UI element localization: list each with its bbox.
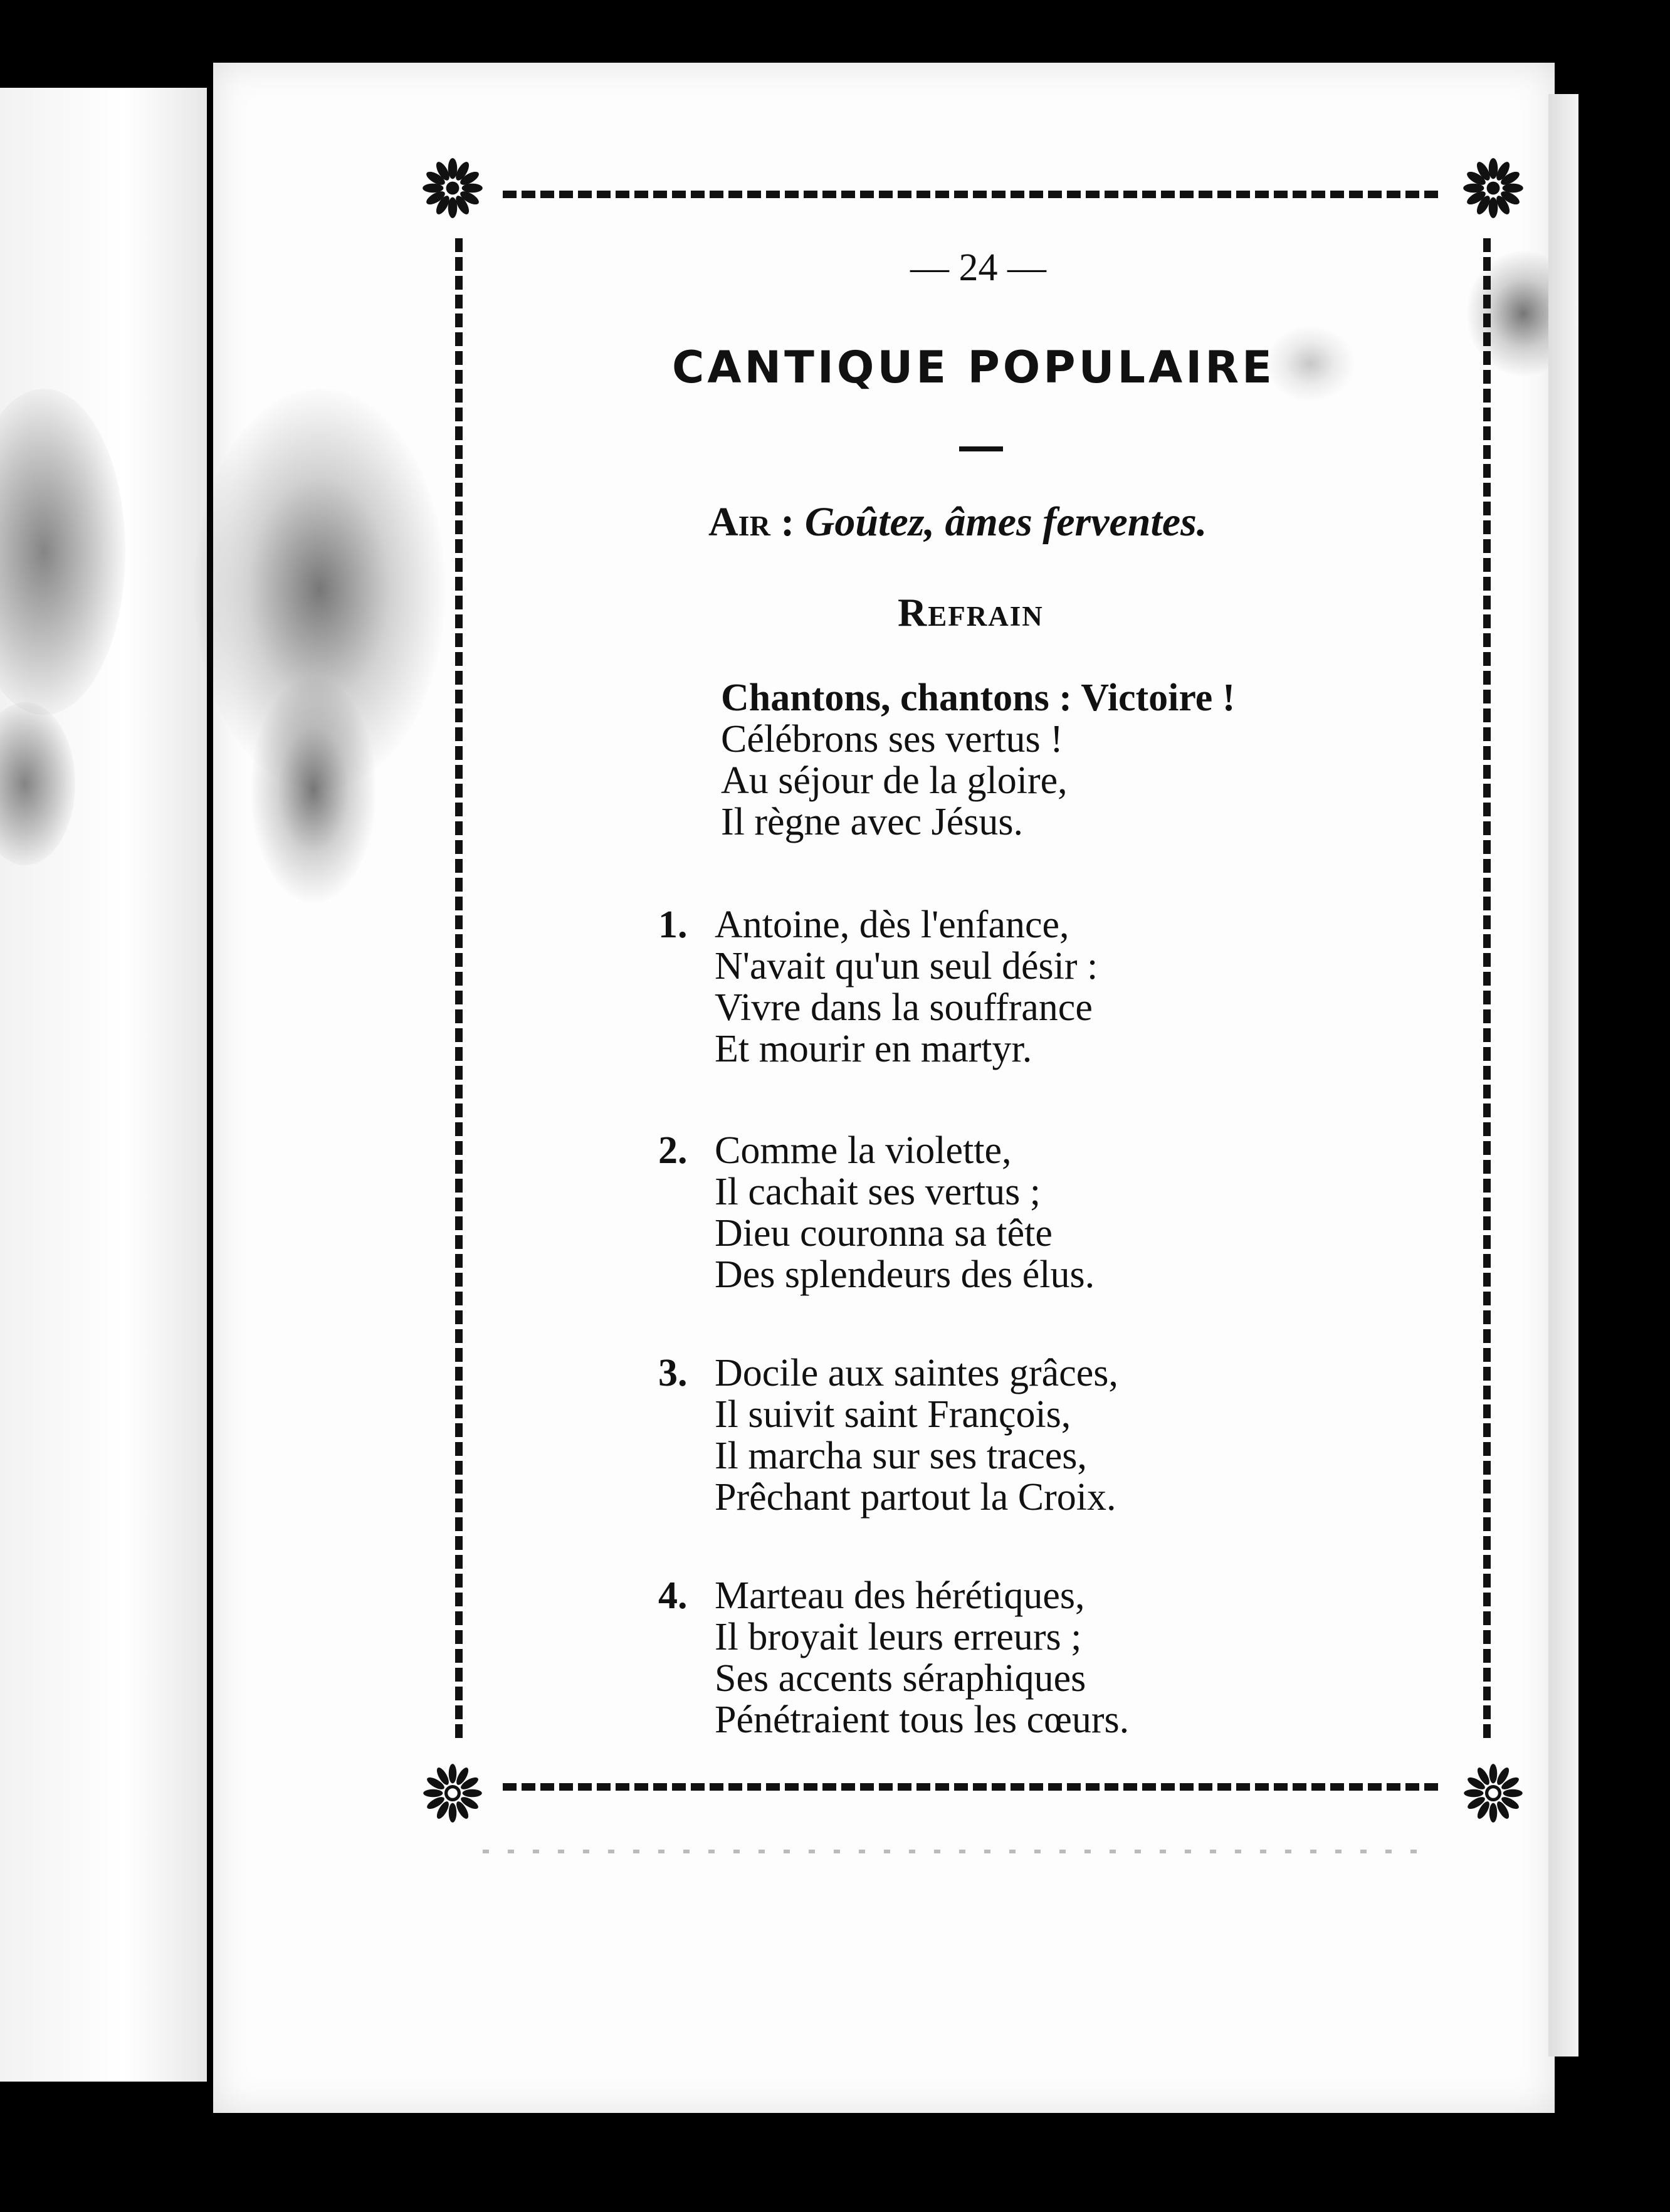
previous-page-edge [0,88,207,2082]
stanza-number: 3. [658,1352,688,1394]
verse-line: Marteau des hérétiques, [715,1574,1085,1617]
faint-print-through [483,1850,1436,1853]
border-bottom [503,1783,1443,1791]
next-page-edge [1548,94,1578,2057]
stanza-number: 4. [658,1574,688,1617]
rosette-icon [420,1761,485,1826]
rosette-icon [420,155,485,221]
refrain-heading: Refrain [898,590,1044,635]
verse-line: Au séjour de la gloire, [721,759,1068,802]
ink-stain [0,702,75,865]
rosette-icon [1461,155,1526,221]
rosette-icon [1461,1761,1526,1826]
border-left [455,238,463,1743]
verse-line: Comme la violette, [715,1129,1012,1172]
border-right [1483,238,1491,1743]
stanza-number: 2. [658,1129,688,1172]
verse-line: Célébrons ses vertus ! [721,718,1063,761]
ink-stain [251,677,376,903]
verse-line: Pénétraient tous les cœurs. [715,1698,1130,1741]
air-line [708,498,1207,546]
verse-line: N'avait qu'un seul désir : [715,945,1098,988]
verse-line: Il cachait ses vertus ; [715,1171,1041,1213]
page-number: — 24 — [910,246,1046,289]
verse-line: Il marcha sur ses traces, [715,1435,1087,1477]
page-title: CANTIQUE POPULAIRE [672,342,1275,393]
air-tune: Goûtez, âmes ferventes. [804,499,1207,545]
verse-line: Il suivit saint François, [715,1393,1071,1436]
verse-line: Il règne avec Jésus. [721,801,1024,843]
verse-line: Dieu couronna sa tête [715,1212,1053,1255]
title-rule [959,446,1003,451]
border-top [503,191,1443,198]
verse-line: Vivre dans la souffrance [715,986,1093,1029]
verse-line: Il broyait leurs erreurs ; [715,1616,1082,1658]
ink-stain [0,389,125,715]
verse-line: Antoine, dès l'enfance, [715,903,1069,946]
verse-line: Docile aux saintes grâces, [715,1352,1118,1394]
stanza-number: 1. [658,903,688,946]
verse-line: Des splendeurs des élus. [715,1253,1095,1296]
verse-line: Et mourir en martyr. [715,1028,1032,1070]
air-label: Air : [708,499,795,545]
verse-line: Ses accents séraphiques [715,1657,1086,1700]
verse-line: Chantons, chantons : Victoire ! [721,677,1236,719]
verse-line: Prêchant partout la Croix. [715,1476,1116,1519]
